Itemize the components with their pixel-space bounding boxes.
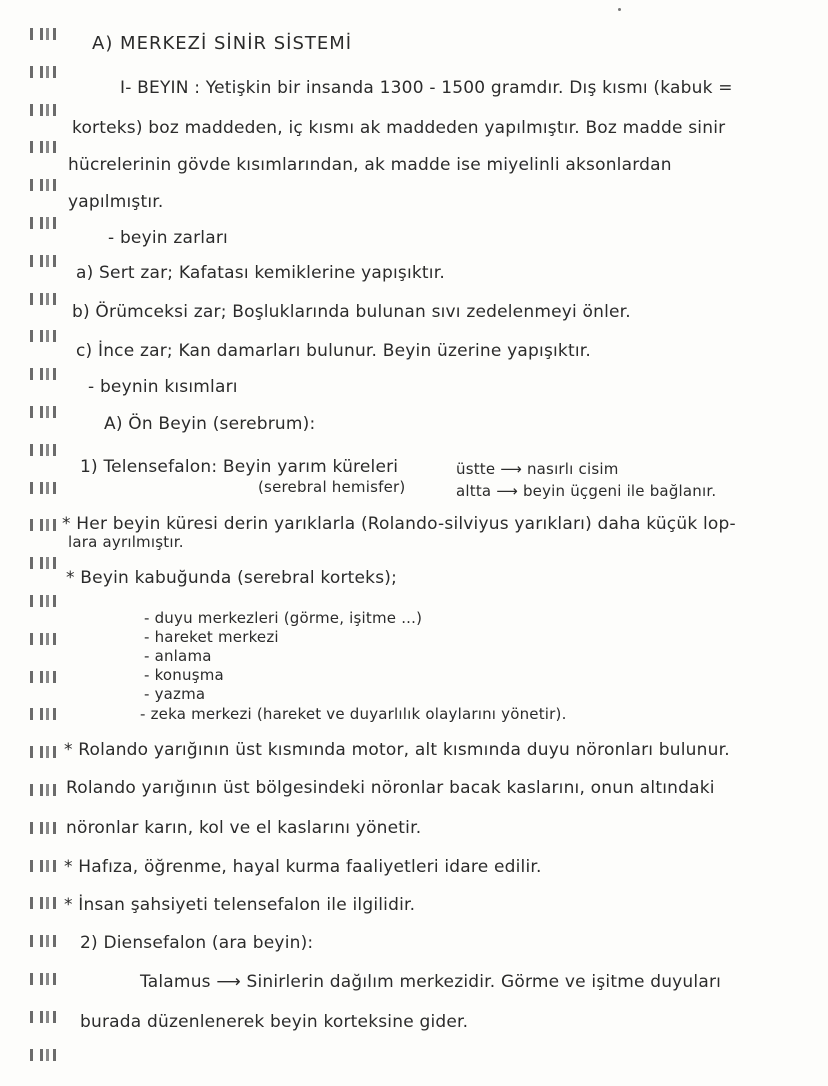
binding-ring [30,255,56,267]
zarlar-heading: - beyin zarları [108,228,228,248]
beyin-heading: I- BEYIN : Yetişkin bir insanda 1300 - 1500 gramdır. Dış kısmı (kabuk = [120,78,733,98]
list-item: - zeka merkezi (hareket ve duyarlılık olaylarını yönetir). [140,705,567,723]
binding-ring [30,28,56,40]
binding-ring [30,444,56,456]
text-line: nöronlar karın, kol ve el kaslarını yönetir. [66,818,422,838]
list-item: - yazma [144,685,206,703]
binding-ring [30,179,56,191]
binding-ring [30,897,56,909]
binding-ring [30,482,56,494]
binding-ring [30,633,56,645]
text-line: Rolando yarığının üst bölgesindeki nöronlar bacak kaslarını, onun altındaki [66,778,715,798]
list-item: - konuşma [144,666,224,684]
list-item: - hareket merkezi [144,628,279,646]
binding-ring [30,671,56,683]
list-item: b) Örümceksi zar; Boşluklarında bulunan sıvı zedelenmeyi önler. [72,302,631,322]
on-beyin-heading: A) Ön Beyin (serebrum): [104,414,316,434]
text-line: * Rolando yarığının üst kısmında motor, alt kısmında duyu nöronları bulunur. [64,740,730,760]
text-line: hücrelerinin gövde kısımlarından, ak madde ise miyelinli aksonlardan [68,155,672,175]
binding-ring [30,860,56,872]
text-line: Talamus ⟶ Sinirlerin dağılım merkezidir. Görme ve işitme duyuları [140,972,722,992]
binding-ring [30,368,56,380]
binding-ring [30,708,56,720]
list-item: a) Sert zar; Kafatası kemiklerine yapışıktır. [76,263,445,283]
serebral-hemisfer-note: (serebral hemisfer) [258,478,406,496]
list-item: - duyu merkezleri (görme, işitme ...) [144,609,423,627]
binding-ring [30,746,56,758]
diensefalon-heading: 2) Diensefalon (ara beyin): [80,933,314,953]
telensefalon-line: 1) Telensefalon: Beyin yarım küreleri [80,457,399,477]
text-line: * Her beyin küresi derin yarıklarla (Rolando-silviyus yarıkları) daha küçük lop- [62,514,736,534]
altta-note: altta ⟶ beyin üçgeni ile bağlanır. [456,482,717,500]
ustte-note: üstte ⟶ nasırlı cisim [456,460,619,478]
binding-ring [30,595,56,607]
text-line: lara ayrılmıştır. [68,533,184,551]
text-line: * İnsan şahsiyeti telensefalon ile ilgilidir. [64,895,416,915]
binding-ring [30,66,56,78]
binding-ring [30,406,56,418]
binding-ring [30,973,56,985]
kisimlar-heading: - beynin kısımları [88,377,238,397]
binding-ring [30,104,56,116]
binding-ring [30,141,56,153]
binding-ring [30,1011,56,1023]
page-title: A) MERKEZİ SİNİR SİSTEMİ [92,33,353,54]
binding-ring [30,822,56,834]
binding-ring [30,519,56,531]
binding-ring [30,293,56,305]
binding-ring [30,330,56,342]
text-line: burada düzenlenerek beyin korteksine gider. [80,1012,469,1032]
spiral-binding [0,0,70,1086]
list-item: c) İnce zar; Kan damarları bulunur. Beyin üzerine yapışıktır. [76,341,591,361]
ink-speck [618,8,621,11]
binding-ring [30,784,56,796]
binding-ring [30,1049,56,1061]
kabuk-heading: * Beyin kabuğunda (serebral korteks); [66,568,398,588]
text-line: * Hafıza, öğrenme, hayal kurma faaliyetleri idare edilir. [64,857,542,877]
binding-ring [30,557,56,569]
binding-ring [30,935,56,947]
binding-ring [30,217,56,229]
text-line: korteks) boz maddeden, iç kısmı ak maddeden yapılmıştır. Boz madde sinir [72,118,726,138]
list-item: - anlama [144,647,212,665]
text-line: yapılmıştır. [68,192,164,212]
